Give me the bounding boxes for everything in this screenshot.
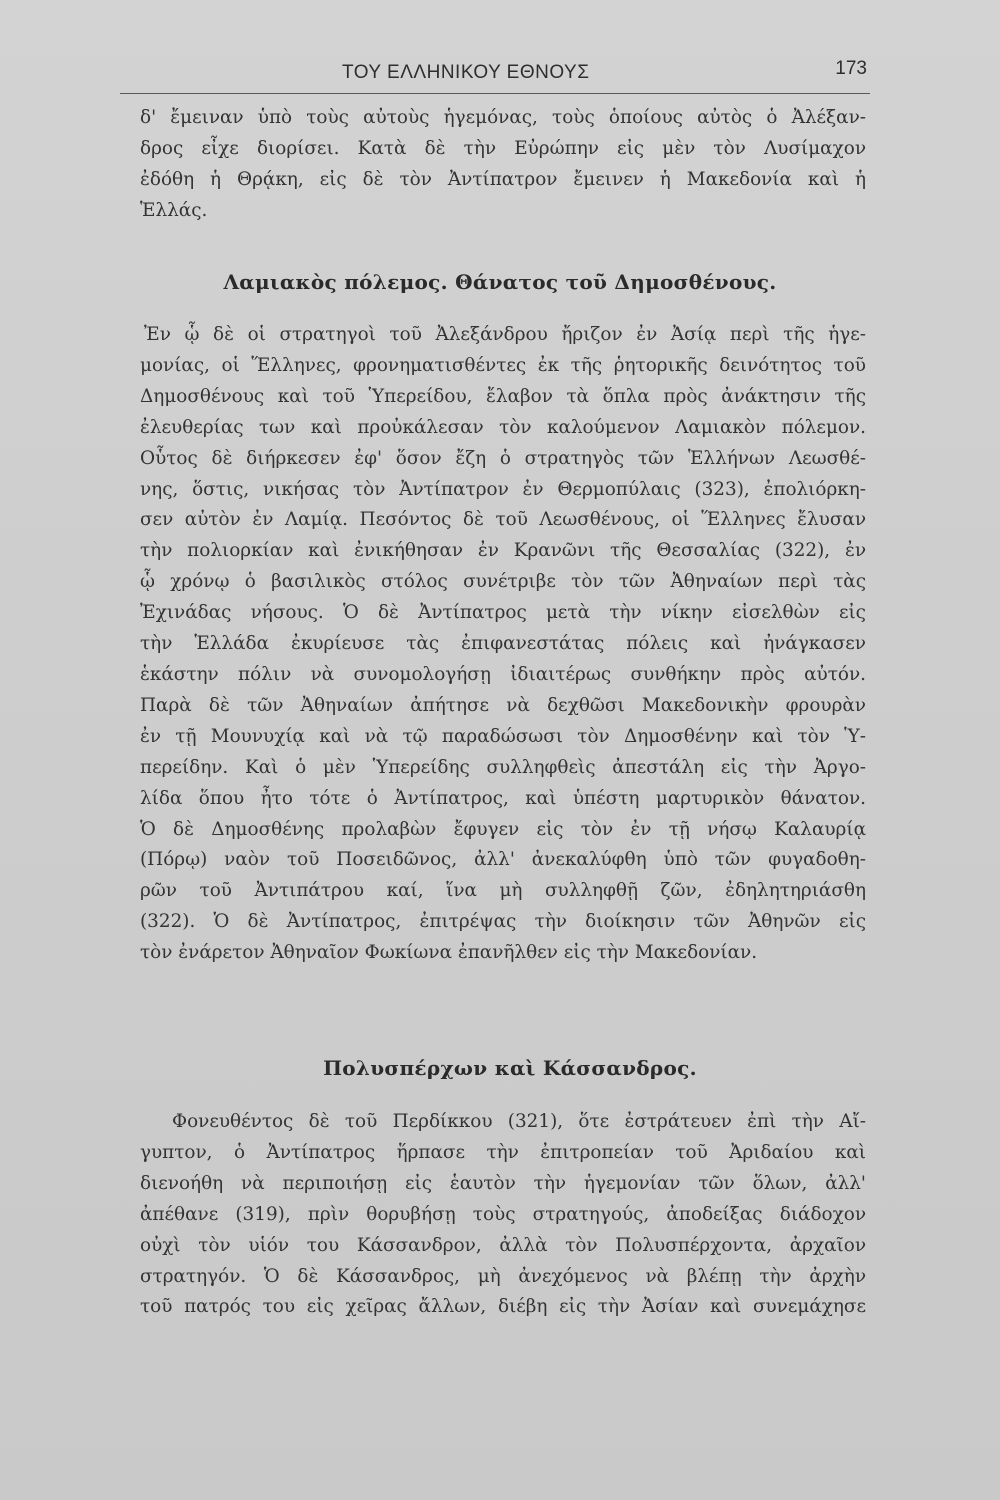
text-line: ἀπέθανε (319), πρὶν θορυβήσῃ τοὺς στρατηγούς, ἀποδείξας διάδοχον — [140, 1203, 866, 1225]
text-line: δ' ἔμειναν ὑπὸ τοὺς αὐτοὺς ἡγεμόνας, τοὺς ὁποίους αὐτὸς ὁ Ἀλέξαν- — [140, 107, 866, 128]
text-line: νης, ὅστις, νικήσας τὸν Ἀντίπατρον ἐν Θερμοπύλαις (323), ἐπολιόρκη- — [140, 478, 866, 500]
text-line: ἑκάστην πόλιν νὰ συνομολογήσῃ ἰδιαιτέρως συνθήκην πρὸς αὐτόν. — [140, 663, 866, 685]
text-line: δρος εἶχε διορίσει. Κατὰ δὲ τὴν Εὐρώπην εἰς μὲν τὸν Λυσίμαχον — [140, 137, 866, 159]
text-line: τὴν πολιορκίαν καὶ ἐνικήθησαν ἐν Κρανῶνι τῆς Θεσσαλίας (322), ἐν — [140, 540, 866, 562]
text-line: ρῶν τοῦ Ἀντιπάτρου καί, ἵνα μὴ συλληφθῇ ζῶν, ἐδηλητηριάσθη — [140, 880, 866, 902]
text-line: ἐλευθερίας των καὶ προὐκάλεσαν τὸν καλούμενον Λαμιακὸν πόλεμον. — [140, 416, 866, 438]
section-heading-polyperchon-cassander: Πολυσπέρχων καὶ Κάσσανδρος. — [323, 1056, 697, 1080]
text-line: τὸν ἐνάρετον Ἀθηναῖον Φωκίωνα ἐπανῆλθεν εἰς τὴν Μακεδονίαν. — [140, 942, 758, 964]
text-line: οὐχὶ τὸν υἱόν του Κάσσανδρον, ἀλλὰ τὸν Πολυσπέρχοντα, ἀρχαῖον — [140, 1234, 866, 1256]
page-number: 173 — [835, 58, 867, 79]
text-line: στρατηγόν. Ὁ δὲ Κάσσανδρος, μὴ ἀνεχόμενος νὰ βλέπῃ τὴν ἀρχὴν — [140, 1265, 866, 1287]
text-line: μονίας, οἱ Ἕλληνες, φρονηματισθέντες ἐκ τῆς ῥητορικῆς δεινότητος τοῦ — [140, 354, 866, 376]
paragraph-1 — [140, 103, 866, 227]
text-line: τὴν Ἑλλάδα ἐκυρίευσε τὰς ἐπιφανεστάτας πόλεις καὶ ἠνάγκασεν — [140, 633, 866, 655]
text-line: διενοήθη νὰ περιποιήσῃ εἰς ἑαυτὸν τὴν ἡγεμονίαν τῶν ὅλων, ἀλλ' — [140, 1172, 866, 1194]
text-line: Δημοσθένους καὶ τοῦ Ὑπερείδου, ἔλαβον τὰ ὅπλα πρὸς ἀνάκτησιν τῆς — [140, 385, 866, 407]
running-header — [120, 58, 875, 92]
section-heading-lamian-war: Λαμιακὸς πόλεμος. Θάνατος τοῦ Δημοσθένους. — [223, 270, 777, 294]
header-rule — [120, 93, 870, 94]
text-line: γυπτον, ὁ Ἀντίπατρος ἥρπασε τὴν ἐπιτροπείαν τοῦ Ἀριδαίου καὶ — [140, 1141, 866, 1163]
text-line: Παρὰ δὲ τῶν Ἀθηναίων ἀπήτησε νὰ δεχθῶσι Μακεδονικὴν φρουρὰν — [140, 694, 866, 716]
text-line: ἐν τῇ Μουνυχίᾳ καὶ νὰ τῷ παραδώσωσι τὸν Δημοσθένην καὶ τὸν Ὑ- — [140, 725, 866, 747]
running-title: ΤΟΥ ΕΛΛΗΝΙΚΟΥ ΕΘΝΟΥΣ — [342, 62, 590, 83]
paragraph-3 — [140, 1107, 866, 1323]
text-line: περείδην. Καὶ ὁ μὲν Ὑπερείδης συλληφθεὶς ἀπεστάλη εἰς τὴν Ἀργο- — [140, 756, 866, 778]
paragraph-2 — [140, 320, 866, 969]
text-line: Οὗτος δὲ διήρκεσεν ἐφ' ὅσον ἔζη ὁ στρατηγὸς τῶν Ἑλλήνων Λεωσθέ- — [140, 447, 866, 469]
text-line: λίδα ὅπου ἦτο τότε ὁ Ἀντίπατρος, καὶ ὑπέστη μαρτυρικὸν θάνατον. — [140, 787, 866, 809]
text-line: Ἐν ᾧ δὲ οἱ στρατηγοὶ τοῦ Ἀλεξάνδρου ἤριζον ἐν Ἀσίᾳ περὶ τῆς ἡγε- — [144, 324, 866, 345]
text-line: Ὁ δὲ Δημοσθένης προλαβὼν ἔφυγεν εἰς τὸν ἐν τῇ νήσῳ Καλαυρίᾳ — [140, 818, 866, 840]
text-line: ἐδόθη ἡ Θρᾴκη, εἰς δὲ τὸν Ἀντίπατρον ἔμεινεν ἡ Μακεδονία καὶ ἡ — [140, 168, 866, 190]
text-line: ᾧ χρόνῳ ὁ βασιλικὸς στόλος συνέτριβε τὸν τῶν Ἀθηναίων περὶ τὰς — [140, 571, 866, 593]
text-line: σεν αὐτὸν ἐν Λαμίᾳ. Πεσόντος δὲ τοῦ Λεωσθένους, οἱ Ἕλληνες ἔλυσαν — [140, 509, 866, 531]
text-line: Φονευθέντος δὲ τοῦ Περδίκκου (321), ὅτε ἐστράτευεν ἐπὶ τὴν Αἴ- — [172, 1111, 866, 1132]
text-line: Ἑλλάς. — [140, 199, 208, 221]
text-line: τοῦ πατρός του εἰς χεῖρας ἄλλων, διέβη εἰς τὴν Ἀσίαν καὶ συνεμάχησε — [140, 1296, 866, 1318]
text-line: Ἐχινάδας νήσους. Ὁ δὲ Ἀντίπατρος μετὰ τὴν νίκην εἰσελθὼν εἰς — [140, 602, 866, 624]
text-line: (Πόρῳ) ναὸν τοῦ Ποσειδῶνος, ἀλλ' ἀνεκαλύφθη ὑπὸ τῶν φυγαδοθη- — [140, 849, 866, 871]
text-line: (322). Ὁ δὲ Ἀντίπατρος, ἐπιτρέψας τὴν διοίκησιν τῶν Ἀθηνῶν εἰς — [140, 911, 866, 933]
